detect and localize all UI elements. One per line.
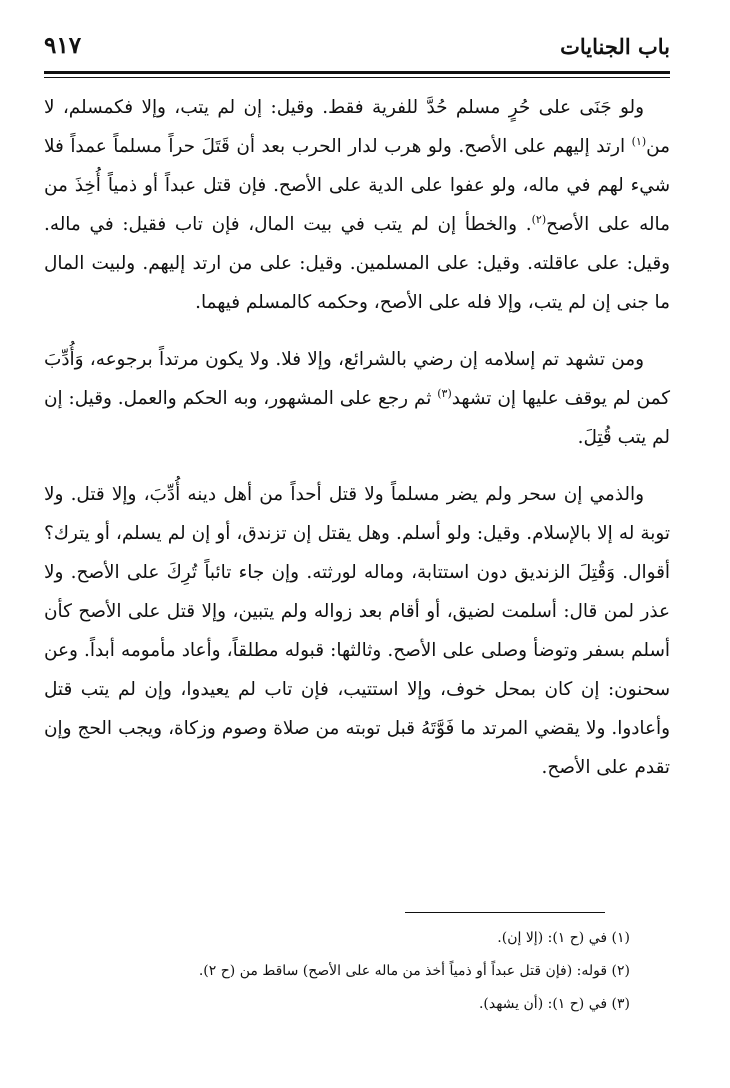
footnote-2: (٢) قوله: (فإن قتل عبداً أو ذمياً أخذ من ماله على الأصح) ساقط من (ح ٢). xyxy=(198,963,630,979)
footnote-ref-2: (٢) xyxy=(531,212,547,226)
page-header xyxy=(44,30,670,66)
page-number: ٩١٧ xyxy=(44,32,82,59)
paragraph-3: والذمي إن سحر ولم يضر مسلماً ولا قتل أحداً من أهل دينه أُدِّبَ، وإلا قتل. ولا توبة له إلا بالإسلام. وقيل: ولو أسلم. وهل يقتل إن تزندق، أو إن لم يسلم، أو يترك؟ أقوال. وَقُتِلَ الزنديق دون استتابة، وماله لورثته. وإن جاء تائباً تُرِكَ على الأصح. ولا عذر لمن قال: أسلمت لضيق، أو أقام بعد زواله ولم يتبين، وإلا قتل على الأصح كأن أسلم بسفر وتوضأ وصلى على الأصح. وثالثها: قبوله مطلقاً، وأعاد مأمومه أبداً. وعن سحنون: إن كان بمحل خوف، وإلا استتيب، فإن تاب لم يعيدوا، وإن لم يتب قتل وأعادوا. ولا يقضي المرتد ما فَوَّتَهُ قبل توبته من صلاة وصوم وزكاة، ويجب الحج وإن تقدم على الأصح. xyxy=(44,484,670,778)
footnote-3: (٣) في (ح ١): (أن يشهد). xyxy=(478,996,630,1012)
paragraph-1-part-2: ارتد إليهم على الأصح. ولو هرب لدار الحرب بعد أن قَتَلَ حراً مسلماً عمداً فلا شيء لهم في ماله، ولو عفوا على الدية على الأصح. فإن قتل عبداً أو ذمياً أُخِذَ من ماله على الأصح xyxy=(44,136,670,235)
main-text xyxy=(44,88,670,805)
footnotes xyxy=(44,922,630,1021)
paragraph-1-part-3: . والخطأ إن لم يتب في بيت المال، فإن تاب فقيل: في ماله. وقيل: على عاقلته. وقيل: على المسلمين. وقيل: على من ارتد إليهم. ولبيت المال ما جنى إن لم يتب، وإلا فله على الأصح، وحكمه كالمسلم فيهما. xyxy=(44,214,670,313)
footnote-ref-3: (٣) xyxy=(437,386,452,400)
paragraph-1 xyxy=(44,88,670,322)
header-rule-thin xyxy=(44,77,670,78)
footnote-1: (١) في (ح ١): (إلا إن). xyxy=(497,930,630,946)
paragraph-2 xyxy=(44,340,670,457)
footnote-ref-1: (١) xyxy=(631,134,647,148)
footnote-separator xyxy=(405,912,605,913)
paragraph-2-part-1: ومن تشهد تم إسلامه إن رضي بالشرائع، وإلا فلا. ولا يكون مرتداً برجوعه، وَأُدِّبَ كمن لم يوقف عليها إن تشهد xyxy=(44,349,670,409)
header-rule-thick xyxy=(44,71,670,74)
paragraph-2-part-2: ثم رجع على المشهور، وبه الحكم والعمل. وقيل: إن لم يتب قُتِلَ. xyxy=(44,388,670,448)
chapter-title: باب الجنايات xyxy=(560,34,670,59)
paragraph-1-part-1: ولو جَنَى على حُرٍ مسلم حُدَّ للفرية فقط. وقيل: إن لم يتب، وإلا فكمسلم، لا من xyxy=(44,97,670,157)
